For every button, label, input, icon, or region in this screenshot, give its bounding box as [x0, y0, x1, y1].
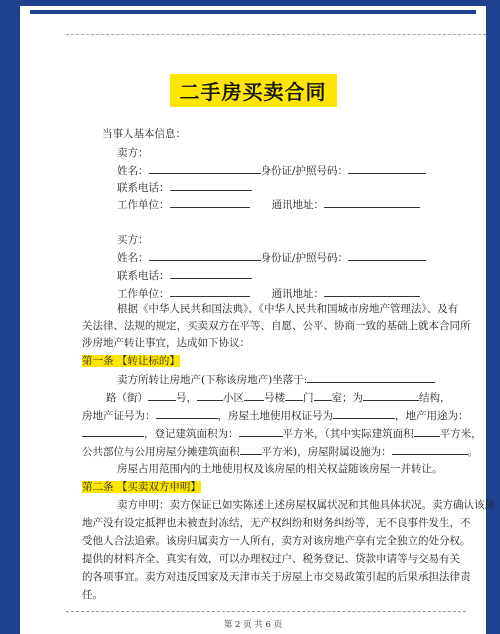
- community-label: 小区: [223, 392, 244, 404]
- period: 。: [467, 446, 479, 458]
- seller-name-row: [117, 163, 426, 178]
- buyer-addr-label: 通讯地址：: [271, 288, 324, 300]
- seller-id-label: 身份证/护照号码：: [260, 165, 349, 177]
- header-divider: [66, 34, 486, 35]
- seller-phone-blank[interactable]: [170, 180, 252, 191]
- building-label: 号楼: [264, 392, 285, 404]
- article-2-line: 受他人合法追索。该房归属卖方一人所有，卖方对该房地产享有完全独立的处分权。: [82, 535, 471, 547]
- buyer-addr-blank[interactable]: [324, 286, 420, 297]
- title-wrap: [20, 74, 486, 107]
- location-blank[interactable]: [307, 372, 435, 383]
- buyer-phone-row: [117, 268, 252, 283]
- seller-id-blank[interactable]: [348, 163, 426, 174]
- article-2-line: 提供的材料齐全、真实有效，可以办理权过户、税务登记、贷款申请等与交易有关: [82, 553, 460, 565]
- shared-area-blank[interactable]: [240, 444, 262, 455]
- unit-blank[interactable]: [314, 390, 332, 401]
- actual-area-label: 平方米，（其中实际建筑面积: [282, 428, 414, 440]
- land-cert-label: ，房屋土地使用权证号为: [217, 410, 333, 422]
- buyer-phone-label: 联系电话：: [117, 270, 170, 282]
- article-1-location-label: 卖方所转让房地产(下称该房地产)坐落于:: [117, 374, 308, 386]
- road-blank[interactable]: [148, 390, 176, 401]
- seller-work-row: [117, 197, 420, 212]
- article-2-line: 卖方申明：卖方保证已如实陈述上述房屋权属状况和其他具体状况。卖方确认该房: [117, 499, 495, 511]
- article-1-location-row: [117, 372, 435, 387]
- article-1-heading: [82, 354, 180, 368]
- community-blank[interactable]: [244, 390, 264, 401]
- seller-work-blank[interactable]: [170, 197, 250, 208]
- intro-line: 涉房地产转让事宜，达成如下协议：: [82, 337, 250, 349]
- unit-label: 门: [303, 392, 314, 404]
- number-blank[interactable]: [197, 390, 223, 401]
- road-label: 路（街）: [106, 392, 148, 404]
- buyer-work-row: [117, 286, 420, 301]
- sqm-label: 平方米，: [439, 428, 482, 440]
- page-number: 第 2 页 共 6 页: [223, 620, 283, 630]
- facility-blank[interactable]: [392, 444, 468, 455]
- buyer-work-blank[interactable]: [170, 286, 250, 297]
- facility-label: 平方米)，房屋附属设施为：: [261, 446, 392, 458]
- seller-addr-blank[interactable]: [324, 197, 420, 208]
- document-title: 二手房买卖合同: [170, 74, 337, 107]
- party-info-label: 当事人基本信息：: [102, 128, 186, 140]
- area-blank[interactable]: [239, 426, 283, 437]
- article-1-shared-row: [82, 444, 478, 459]
- seller-phone-row: [117, 180, 252, 195]
- area-label: ，登记建筑面积为：: [144, 428, 239, 440]
- number-label: 号，: [176, 392, 197, 404]
- land-use-blank[interactable]: [82, 426, 144, 437]
- shared-area-label: 公共部位与公用房屋分摊建筑面积: [82, 446, 240, 458]
- footer-divider: [66, 611, 466, 612]
- intro-line: 关法律、法规的规定，买卖双方在平等、自愿、公平、协商一致的基础上就本合同所: [82, 320, 471, 332]
- land-cert-blank[interactable]: [333, 408, 395, 419]
- intro-line: 根据《中华人民共和国法典》、《中华人民共和国城市房地产管理法》、及有: [117, 303, 459, 315]
- buyer-label: 买方：: [117, 234, 149, 246]
- cert-label: 房地产证号为：: [82, 410, 156, 422]
- article-1-area-row: [82, 426, 482, 441]
- article-2-line: 的各项事宜。卖方对违反国家及天津市关于房屋上市交易政策引起的后果承担法律责: [82, 571, 471, 583]
- room-label: 室；为: [331, 392, 363, 404]
- page-top-bar: [30, 10, 476, 14]
- structure-label: 结构，: [419, 392, 451, 404]
- article-2-heading-text: 第二条 【买卖双方申明】: [82, 481, 201, 493]
- buyer-id-blank[interactable]: [348, 250, 426, 261]
- buyer-phone-blank[interactable]: [170, 268, 252, 279]
- cert-blank[interactable]: [156, 408, 218, 419]
- article-1-land-rights: 房屋占用范围内的土地使用权及该房屋的相关权益随该房屋一并转让。: [117, 463, 443, 475]
- structure-blank[interactable]: [363, 390, 419, 401]
- article-2-line: 地产没有设定抵押也未被查封冻结，无产权纠纷和财务纠纷等，无不良事件发生，不: [82, 517, 471, 529]
- buyer-name-row: [117, 250, 426, 265]
- article-2-heading: [82, 480, 201, 494]
- document-page: [20, 6, 495, 634]
- article-1-cert-row: [82, 408, 469, 423]
- land-use-label: ，地产用途为：: [395, 410, 469, 422]
- buyer-work-label: 工作单位：: [117, 288, 170, 300]
- buyer-name-label: 姓名：: [117, 252, 149, 264]
- article-1-address-row: [106, 390, 451, 405]
- seller-phone-label: 联系电话：: [117, 182, 170, 194]
- seller-name-label: 姓名：: [117, 165, 149, 177]
- buyer-id-label: 身份证/护照号码：: [260, 252, 349, 264]
- article-2-line: 任。: [82, 589, 103, 601]
- seller-addr-label: 通讯地址：: [271, 199, 324, 211]
- buyer-name-blank[interactable]: [149, 250, 261, 261]
- seller-work-label: 工作单位：: [117, 199, 170, 211]
- seller-label: 卖方：: [117, 147, 149, 159]
- article-1-heading-text: 第一条 【转让标的】: [82, 355, 180, 367]
- seller-name-blank[interactable]: [149, 163, 261, 174]
- building-blank[interactable]: [285, 390, 303, 401]
- actual-area-blank[interactable]: [414, 426, 440, 437]
